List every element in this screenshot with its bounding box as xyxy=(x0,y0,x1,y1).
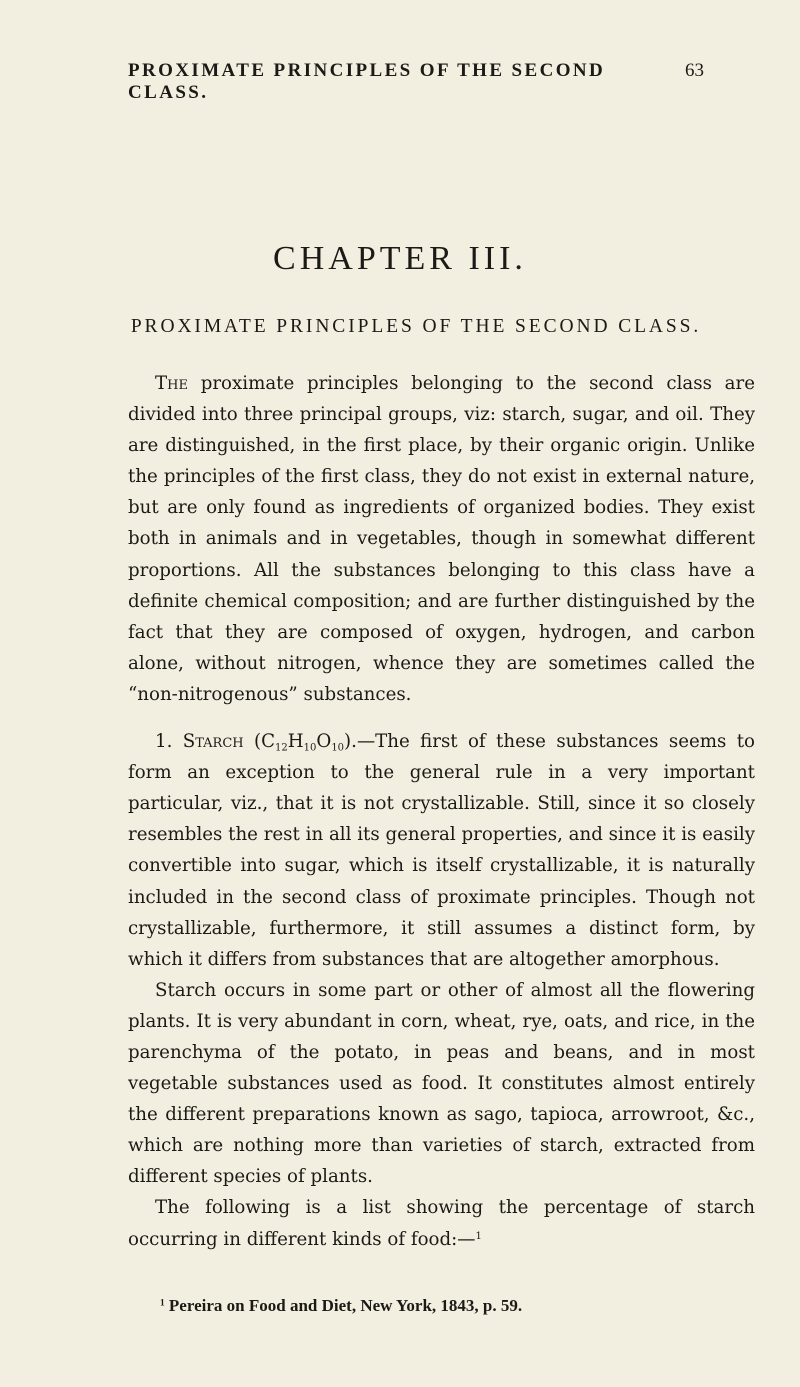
starch-text: —The first of these substances seems to form an exception to the general rule in a very important particular, viz., that it is not crystallizable. Still, since it so closely resembles the rest in all its general properties, and since it is easily convertible into sugar, which is itself crystallizable, it is naturally included in the second class of proximate principles. Though not crystallizable, furthermore, it still assumes a distinct form, by which it differs from substances that are altogether amorphous. xyxy=(128,731,755,970)
intro-text: proximate principles belonging to the second class are divided into three principal groups, viz: starch, sugar, and oil. They are distinguished, in the first place, by their organic origin. Unlike the principles of the first class, they do not exist in external nature, but are only found as ingredients of organized bodies. They exist both in animals and in vegetables, though in somewhat different proportions. All the substances belonging to this class have a definite chemical composition; and are further distinguished by the fact that they are composed of oxygen, hydrogen, and carbon alone, without nitrogen, whence they are sometimes called the “non-nitrogenous” substances. xyxy=(128,373,755,705)
footnote xyxy=(160,1296,760,1316)
section-title: PROXIMATE PRINCIPLES OF THE SECOND CLASS. xyxy=(130,316,702,337)
paragraph-intro xyxy=(128,368,755,710)
page-number: 63 xyxy=(685,60,704,81)
formula-carbon: (C xyxy=(254,731,276,753)
starch-formula xyxy=(254,731,357,752)
formula-close: ). xyxy=(344,731,357,753)
chapter-title: CHAPTER III. xyxy=(273,240,527,277)
formula-hydrogen: H xyxy=(287,731,304,753)
formula-sub-hydrogen: 10 xyxy=(303,742,317,754)
formula-sub-carbon: 12 xyxy=(275,742,288,754)
item-number: 1. xyxy=(155,731,173,753)
list-intro-text: The following is a list showing the percentage of starch occurring in different kinds of food:— xyxy=(128,1197,755,1250)
paragraph-starch-occurrence xyxy=(128,975,755,1193)
running-title: PROXIMATE PRINCIPLES OF THE SECOND CLASS. xyxy=(128,60,606,103)
footnote-reference: 1 xyxy=(475,1230,482,1242)
occurrence-text: Starch occurs in some part or other of almost all the flowering plants. It is very abundant in corn, wheat, rye, oats, and rice, in the parenchyma of the potato, in peas and beans, and in most vegetable substances used as food. It constitutes almost entirely the different preparations known as sago, tapioca, arrowroot, &c., which are nothing more than varieties of starch, extracted from different species of plants. xyxy=(128,979,755,1188)
footnote-marker: 1 xyxy=(160,1298,165,1309)
formula-sub-oxygen: 10 xyxy=(331,742,345,754)
paragraph-list-intro xyxy=(128,1192,755,1254)
footnote-text: Pereira on Food and Diet, New York, 1843, p. 59. xyxy=(164,1296,523,1315)
starch-heading: Starch xyxy=(182,731,244,753)
paragraph-starch xyxy=(128,726,755,975)
formula-oxygen: O xyxy=(316,731,332,753)
running-header xyxy=(128,60,704,104)
body-text xyxy=(128,368,755,1255)
intro-lead-word: The xyxy=(155,373,188,394)
